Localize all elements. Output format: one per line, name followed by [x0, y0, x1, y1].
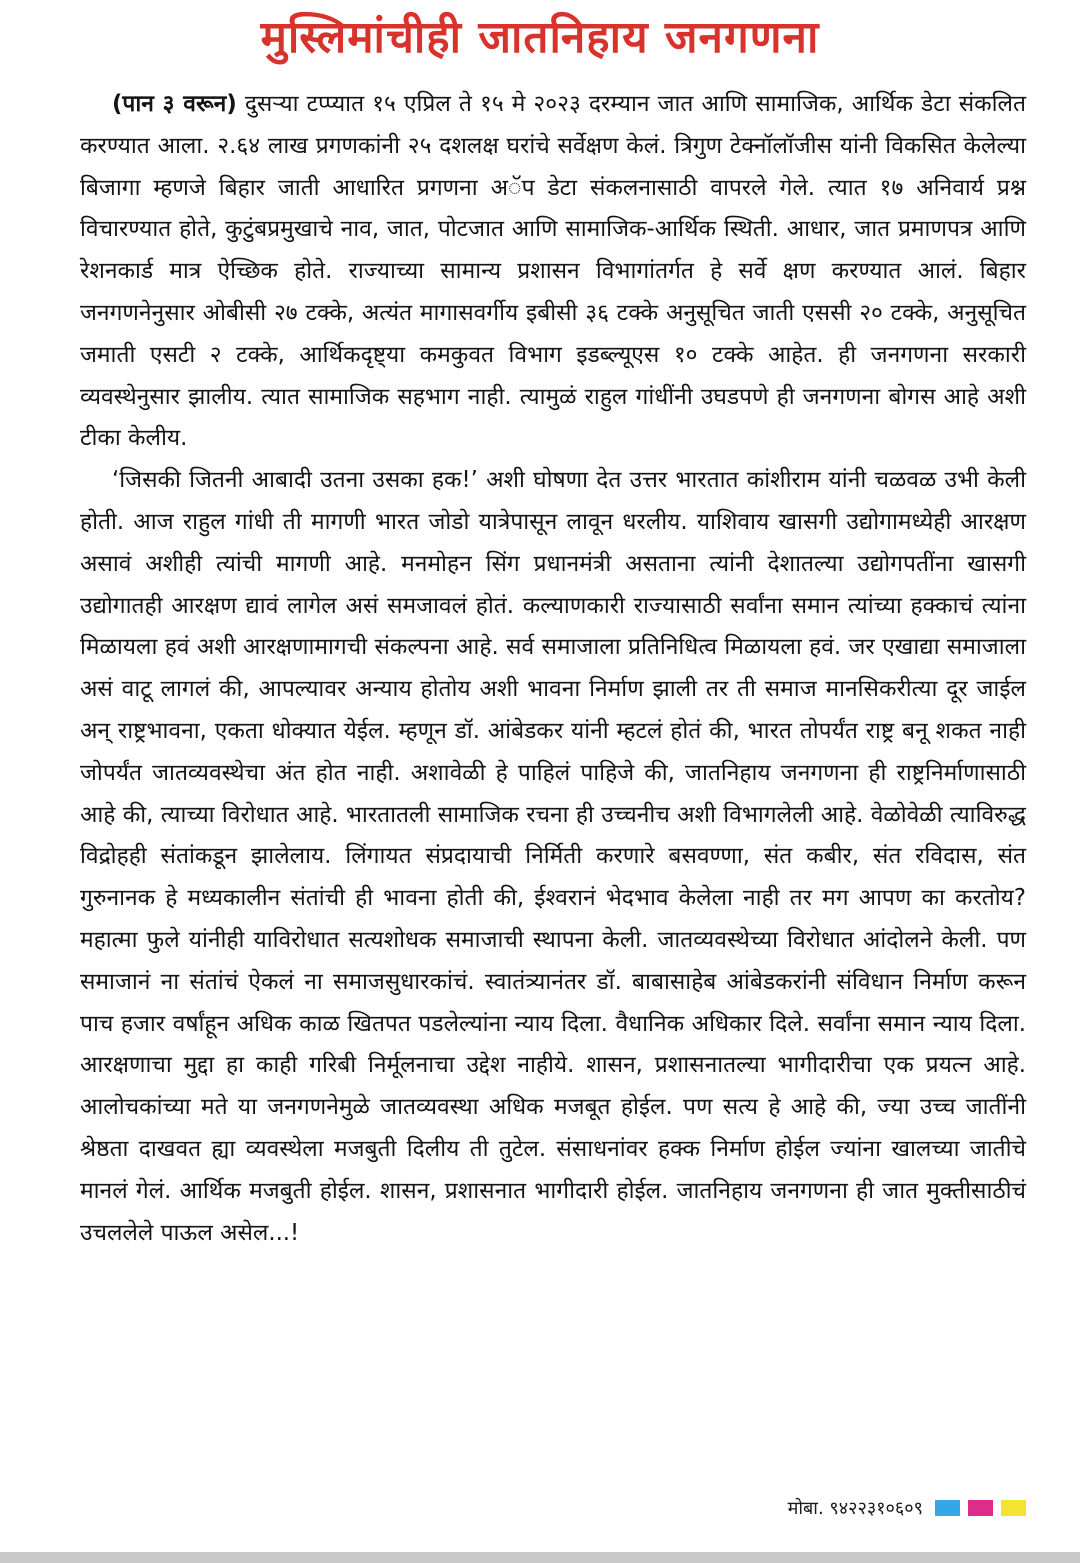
- article-body: [80, 84, 1026, 1254]
- cyan-registration-swatch: [935, 1500, 960, 1516]
- paragraph-1-text: दुसऱ्या टप्प्यात १५ एप्रिल ते १५ मे २०२३ दरम्यान जात आणि सामाजिक, आर्थिक डेटा संकलित करण्यात आला. २.६४ लाख प्रगणकांनी २५ दशलक्ष घरांचे सर्वेक्षण केलं. त्रिगुण टेक्नॉलॉजीस यांनी विकसित केलेल्या बिजागा म्हणजे बिहार जाती आधारित प्रगणना अॅप डेटा संकलनासाठी वापरले गेले. त्यात १७ अनिवार्य प्रश्न विचारण्यात होते, कुटुंबप्रमुखाचे नाव, जात, पोटजात आणि सामाजिक-आर्थिक स्थिती. आधार, जात प्रमाणपत्र आणि रेशनकार्ड मात्र ऐच्छिक होते. राज्याच्या सामान्य प्रशासन विभागांतर्गत हे सर्वे क्षण करण्यात आलं. बिहार जनगणनेनुसार ओबीसी २७ टक्के, अत्यंत मागासवर्गीय इबीसी ३६ टक्के अनुसूचित जाती एससी २० टक्के, अनुसूचित जमाती एसटी २ टक्के, आर्थिकदृष्ट्या कमकुवत विभाग इडब्ल्यूएस १० टक्के आहेत. ही जनगणना सरकारी व्यवस्थेनुसार झालीय. त्यात सामाजिक सहभाग नाही. त्यामुळं राहुल गांधींनी उघडपणे ही जनगणना बोगस आहे अशी टीका केलीय.: [80, 91, 1026, 452]
- yellow-registration-swatch: [1001, 1500, 1026, 1516]
- article-paragraph-2: ‘जिसकी जितनी आबादी उतना उसका हक!’ अशी घोषणा देत उत्तर भारतात कांशीराम यांनी चळवळ उभी केली होती. आज राहुल गांधी ती मागणी भारत जोडो यात्रेपासून लावून धरलीय. याशिवाय खासगी उद्योगामध्येही आरक्षण असावं अशीही त्यांची मागणी आहे. मनमोहन सिंग प्रधानमंत्री असताना त्यांनी देशातल्या उद्योगपतींना खासगी उद्योगातही आरक्षण द्यावं लागेल असं समजावलं होतं. कल्याणकारी राज्यासाठी सर्वांना समान त्यांच्या हक्काचं त्यांना मिळायला हवं अशी आरक्षणामागची संकल्पना आहे. सर्व समाजाला प्रतिनिधित्व मिळायला हवं. जर एखाद्या समाजाला असं वाटू लागलं की, आपल्यावर अन्याय होतोय अशी भावना निर्माण झाली तर ती समाज मानसिकरीत्या दूर जाईल अन् राष्ट्रभावना, एकता धोक्यात येईल. म्हणून डॉ. आंबेडकर यांनी म्हटलं होतं की, भारत तोपर्यंत राष्ट्र बनू शकत नाही जोपर्यंत जातव्यवस्थेचा अंत होत नाही. अशावेळी हे पाहिलं पाहिजे की, जातनिहाय जनगणना ही राष्ट्रनिर्माणासाठी आहे की, त्याच्या विरोधात आहे. भारतातली सामाजिक रचना ही उच्चनीच अशी विभागलेली आहे. वेळोवेळी त्याविरुद्ध विद्रोहही संतांकडून झालेलाय. लिंगायत संप्रदायाची निर्मिती करणारे बसवण्णा, संत कबीर, संत रविदास, संत गुरुनानक हे मध्यकालीन संतांची ही भावना होती की, ईश्वरानं भेदभाव केलेला नाही तर मग आपण का करतोय? महात्मा फुले यांनीही याविरोधात सत्यशोधक समाजाची स्थापना केली. जातव्यवस्थेच्या विरोधात आंदोलने केली. पण समाजानं ना संतांचं ऐकलं ना समाजसुधारकांचं. स्वातंत्र्यानंतर डॉ. बाबासाहेब आंबेडकरांनी संविधान निर्माण करून पाच हजार वर्षांहून अधिक काळ खितपत पडलेल्यांना न्याय दिला. वैधानिक अधिकार दिले. सर्वांना समान न्याय दिला. आरक्षणाचा मुद्दा हा काही गरिबी निर्मूलनाचा उद्देश नाहीये. शासन, प्रशासनातल्या भागीदारीचा एक प्रयत्न आहे. आलोचकांच्या मते या जनगणनेमुळे जातव्यवस्था अधिक मजबूत होईल. पण सत्य हे आहे की, ज्या उच्च जातींनी श्रेष्ठता दाखवत ह्या व्यवस्थेला मजबुती दिलीय ती तुटेल. संसाधनांवर हक्क निर्माण होईल ज्यांना खालच्या जातीचे मानलं गेलं. आर्थिक मजबुती होईल. शासन, प्रशासनात भागीदारी होईल. जातनिहाय जनगणना ही जात मुक्तीसाठीचं उचललेले पाऊल असेल...!: [80, 467, 1026, 1246]
- magenta-registration-swatch: [968, 1500, 993, 1516]
- author-footer: [788, 1492, 1026, 1524]
- continuation-note: (पान ३ वरून): [112, 91, 237, 117]
- mobile-number: मोबा. ९४२२३१०६०९: [787, 1498, 923, 1519]
- headline: मुस्लिमांचीही जातनिहाय जनगणना: [260, 12, 820, 63]
- bottom-divider: [0, 1552, 1080, 1563]
- article-paragraph-1: [80, 84, 1026, 460]
